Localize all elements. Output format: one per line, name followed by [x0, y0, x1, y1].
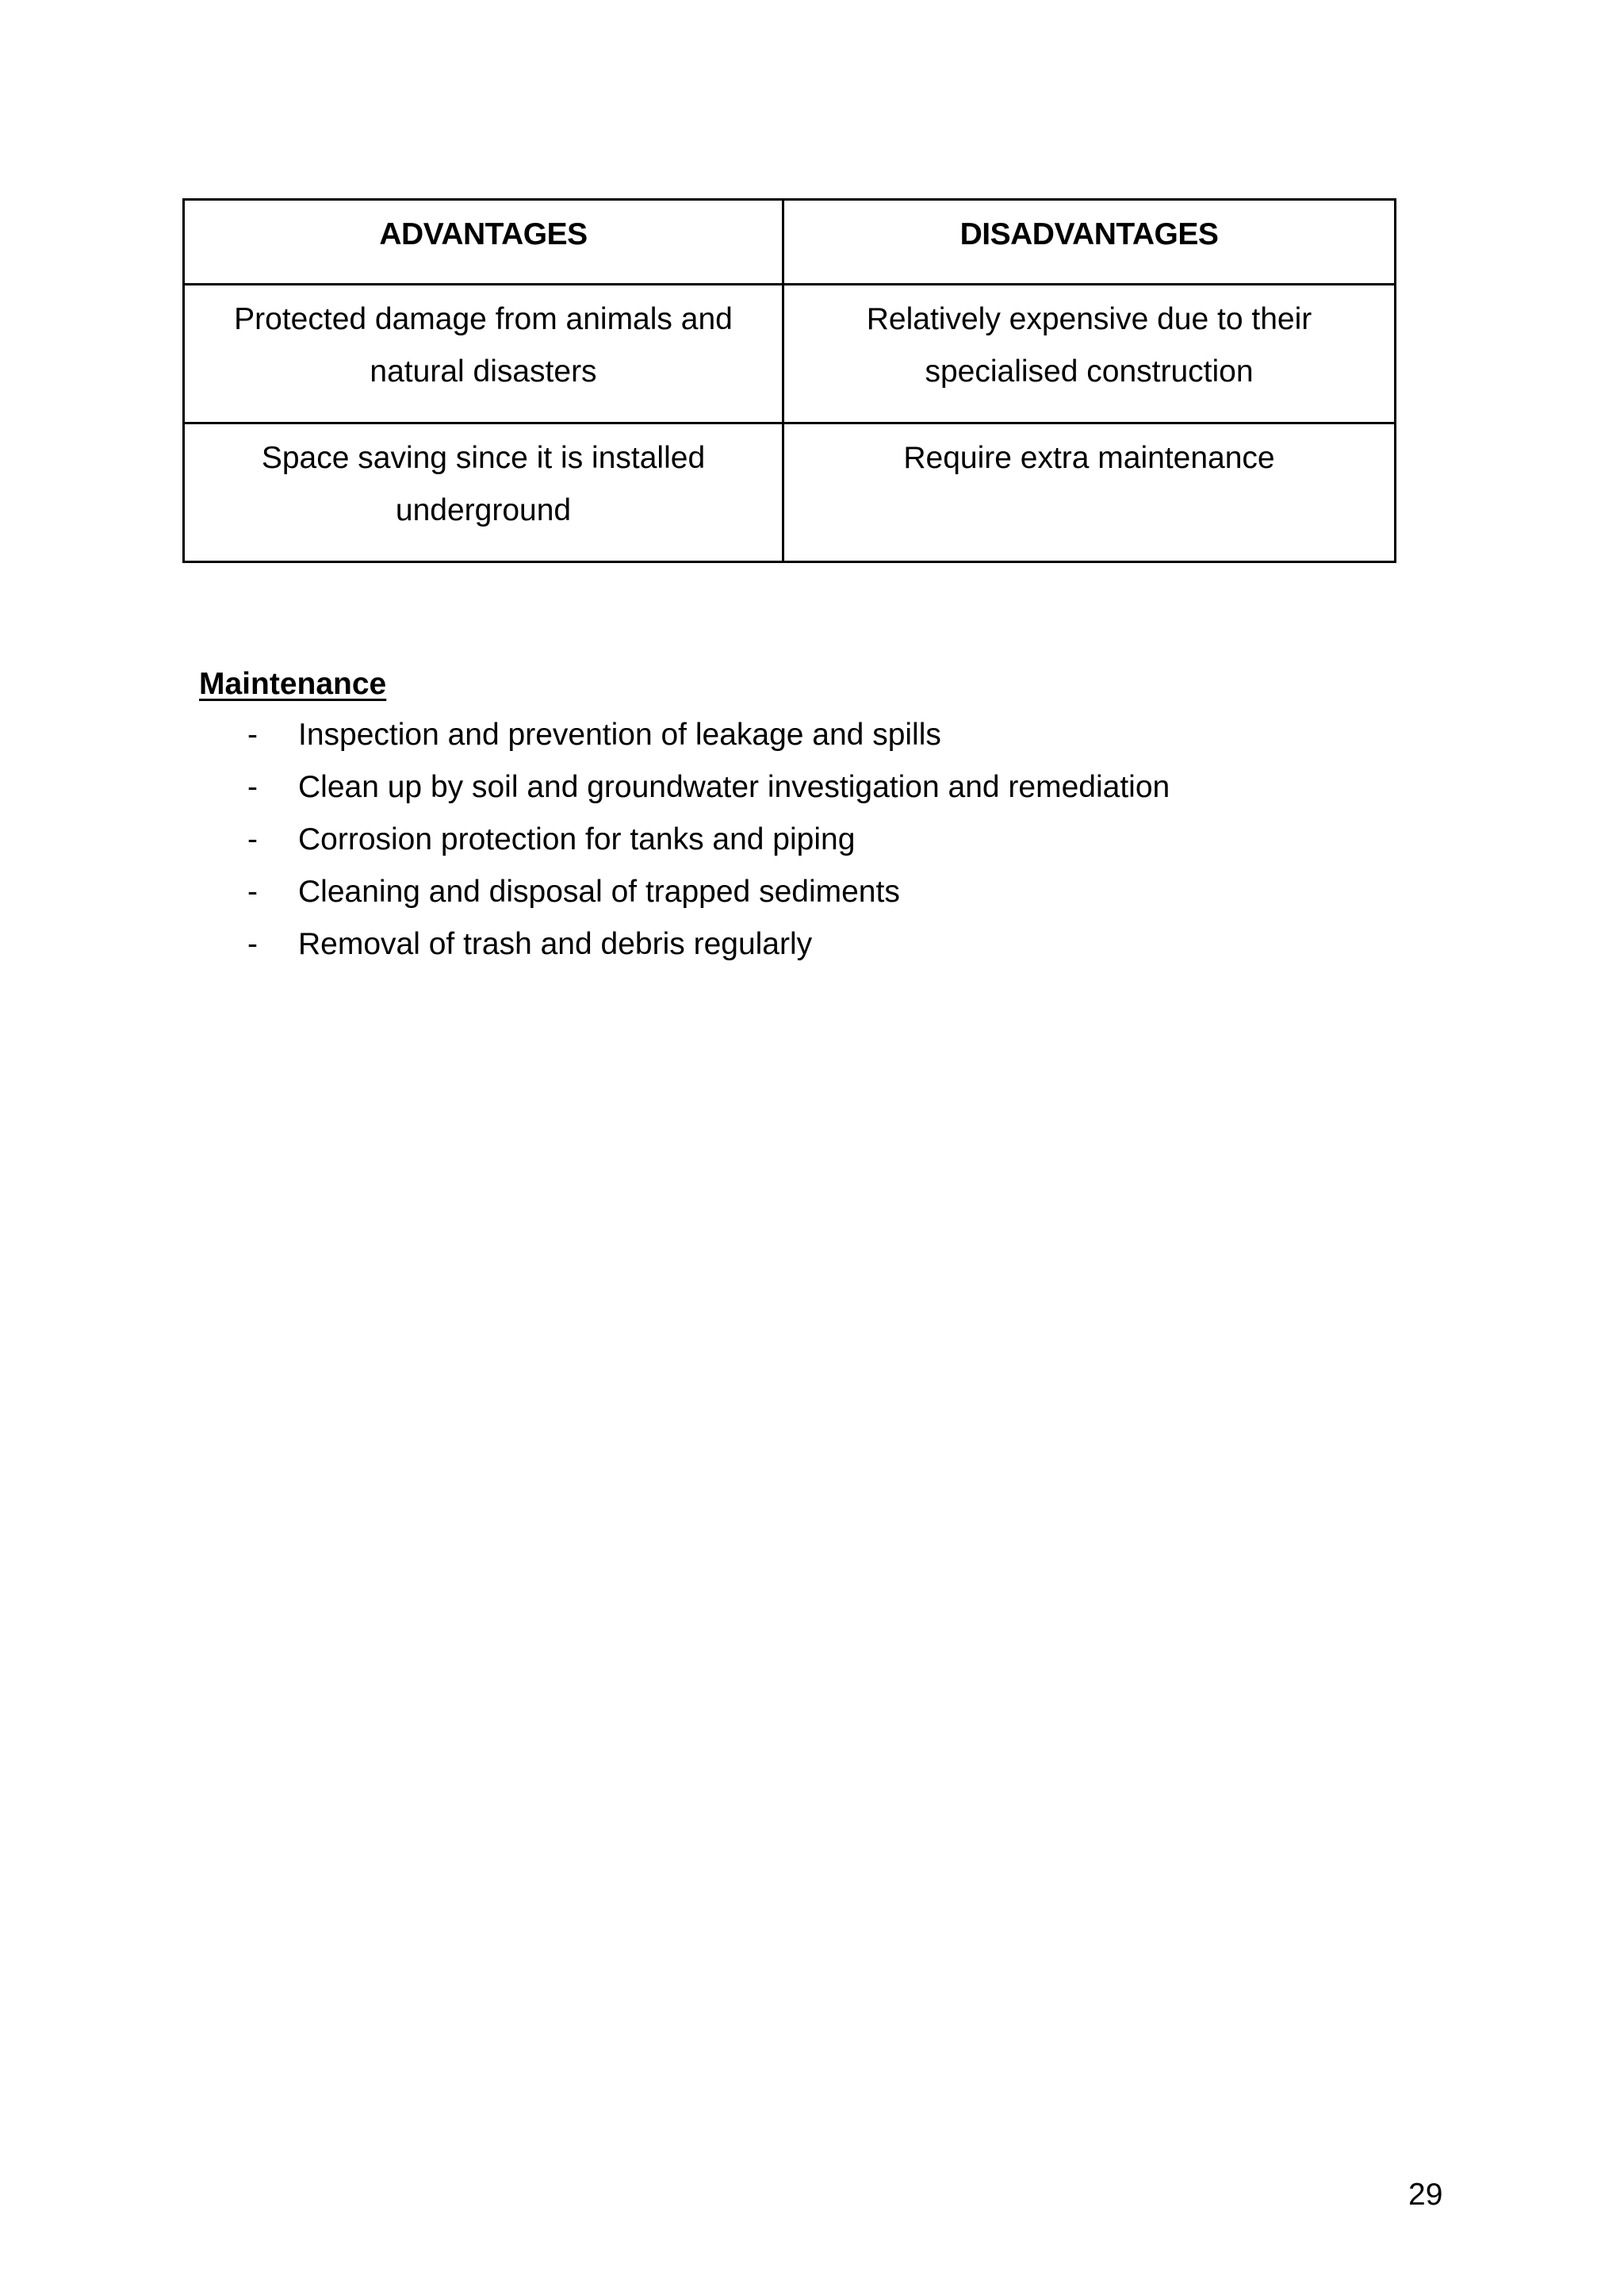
list-item-text: Cleaning and disposal of trapped sediments — [298, 875, 900, 909]
disadvantages-header: DISADVANTAGES — [783, 200, 1396, 285]
list-item-text: Corrosion protection for tanks and piping — [298, 822, 856, 856]
page-number: 29 — [1408, 2178, 1443, 2212]
bullet-dash: - — [247, 875, 258, 909]
bullet-dash: - — [247, 718, 258, 752]
list-item-text: Clean up by soil and groundwater investigation and remediation — [298, 770, 1170, 804]
advantages-header: ADVANTAGES — [184, 200, 783, 285]
cell-line: natural disasters — [370, 354, 597, 389]
cell-line: Space saving since it is installed — [261, 441, 706, 475]
table-row — [184, 285, 1396, 423]
list-item-text: Inspection and prevention of leakage and spills — [298, 718, 941, 752]
cell-line: underground — [395, 493, 572, 527]
bullet-dash: - — [247, 822, 258, 856]
advantage-cell — [184, 285, 783, 423]
bullet-dash: - — [247, 770, 258, 804]
advantages-disadvantages-table — [182, 198, 1396, 563]
cell-line: Require extra maintenance — [903, 441, 1275, 475]
cell-line: Protected damage from animals and — [234, 302, 733, 336]
table-row — [184, 423, 1396, 562]
list-item-text: Removal of trash and debris regularly — [298, 927, 813, 961]
advantage-cell — [184, 423, 783, 562]
disadvantage-cell — [783, 423, 1396, 562]
disadvantage-cell — [783, 285, 1396, 423]
bullet-dash: - — [247, 927, 258, 961]
cell-line: Relatively expensive due to their — [866, 302, 1312, 336]
cell-line: specialised construction — [925, 354, 1254, 389]
table-header-row — [184, 200, 1396, 285]
maintenance-heading: Maintenance — [199, 667, 387, 701]
